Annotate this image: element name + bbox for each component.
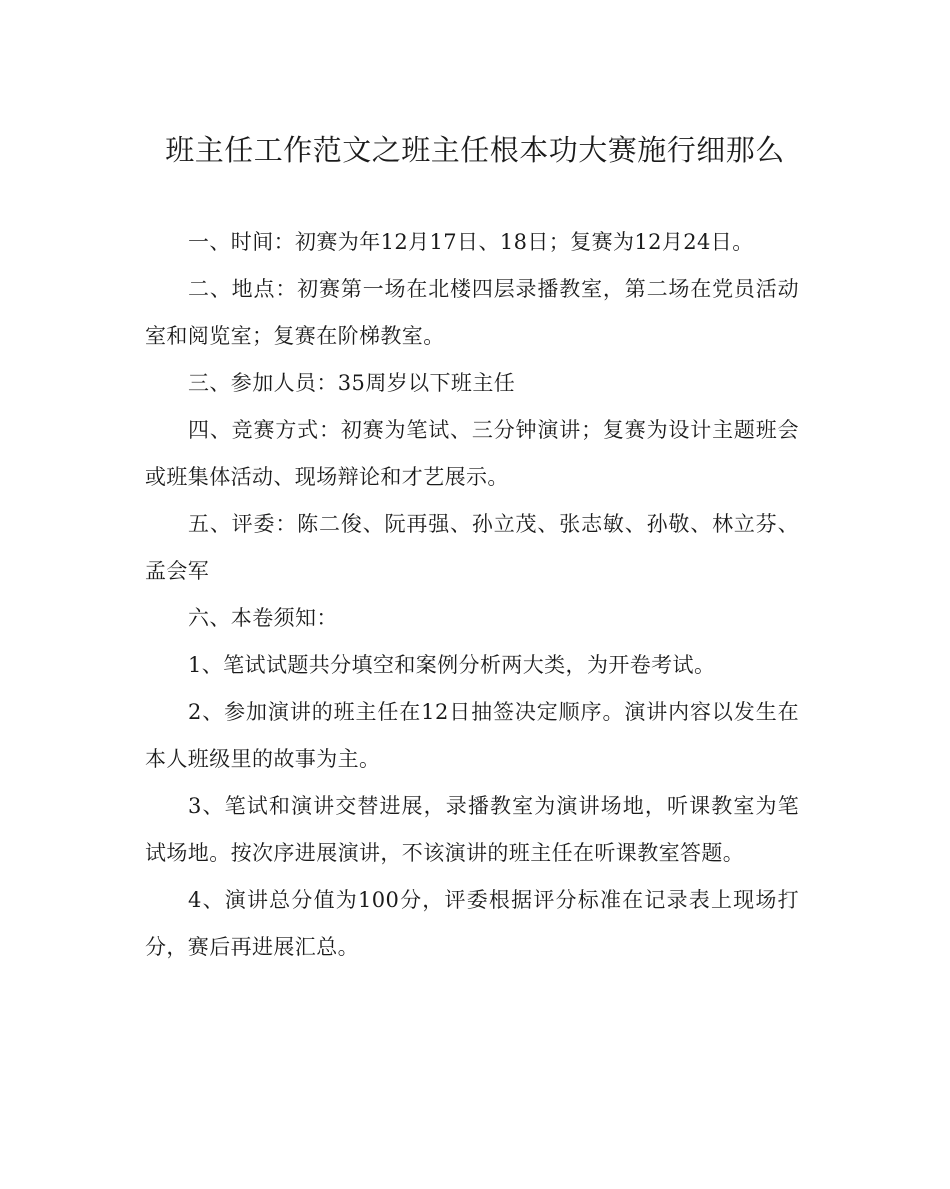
paragraph-notice-heading: 六、本卷须知： xyxy=(188,606,338,630)
paragraph-notice-1: 1、笔试试题共分填空和案例分析两大类，为开卷考试。 xyxy=(188,653,716,677)
paragraph-notice-4: 4、演讲总分值为100分，评委根据评分标准在记录表上现场打分，赛后再进展汇总。 xyxy=(145,888,799,959)
document-body xyxy=(145,219,799,971)
document-title: 班主任工作范文之班主任根本功大赛施行细那么 xyxy=(165,133,785,167)
paragraph-judges: 五、评委：陈二俊、阮再强、孙立茂、张志敏、孙敬、林立芬、孟会军 xyxy=(145,512,799,583)
paragraph-competition-format: 四、竞赛方式：初赛为笔试、三分钟演讲；复赛为设计主题班会或班集体活动、现场辩论和才艺展示。 xyxy=(145,418,799,489)
paragraph-location: 二、地点：初赛第一场在北楼四层录播教室，第二场在党员活动室和阅览室；复赛在阶梯教室。 xyxy=(145,277,799,348)
paragraph-notice-2: 2、参加演讲的班主任在12日抽签决定顺序。演讲内容以发生在本人班级里的故事为主。 xyxy=(145,700,799,771)
paragraph-time: 一、时间：初赛为年12月17日、18日；复赛为12月24日。 xyxy=(188,230,754,254)
paragraph-notice-3: 3、笔试和演讲交替进展，录播教室为演讲场地，听课教室为笔试场地。按次序进展演讲，不该演讲的班主任在听课教室答题。 xyxy=(145,794,799,865)
paragraph-participants: 三、参加人员：35周岁以下班主任 xyxy=(188,371,516,395)
